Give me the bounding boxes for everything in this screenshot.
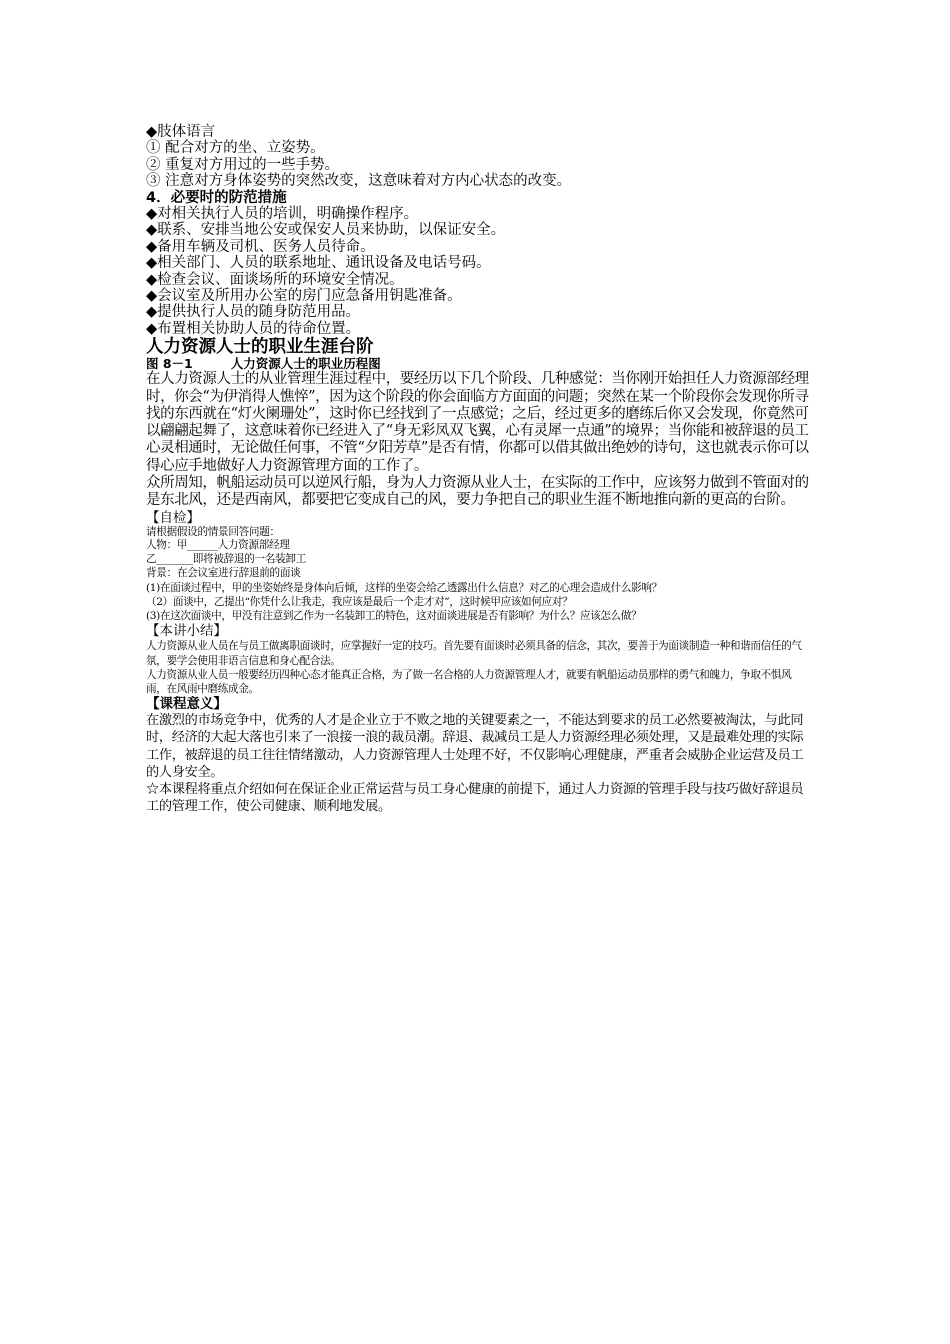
self-check-line-2: 人物：甲_____人力资源部经理 xyxy=(146,539,290,552)
precaution-item-4: ◆相关部门、人员的联系地址、通讯设备及电话号码。 xyxy=(146,255,491,272)
summary-paragraph-2: 人力资源从业人员一般要经历四种心态才能真正合格，为了做一名合格的人力资源管理人才，就要有帆船运动员那样的勇气和魄力，争取不惧风雨，在风雨中磨练成金。 xyxy=(146,668,792,696)
summary-paragraph-1: 人力资源从业人员在与员工做离职面谈时，应掌握好一定的技巧。首先要有面谈时必须具备的信念，其次，要善于为面谈制造一种和谐而信任的气氛，要学会使用非语言信息和身心配合法。 xyxy=(146,640,802,667)
career-paragraph-1: 在人力资源人士的从业管理生涯过程中，要经历以下几个阶段、几种感觉：当你刚开始担任人力资源部经理时，你会“为伊消得人憔悴”，因为这个阶段的你会面临方方面面的问题；突然在某一个阶段你会发现你所寻找的东西就在“灯火阑珊处”，这时你已经找到了一点感觉；之后，经过更多的磨练后你又会发现，你竟然可以翩翩起舞了，这意味着你已经进入了“身无彩凤双飞翼，心有灵犀一点通”的境界；当你能和被辞退的员工心灵相通时，无论做任何事，不管“夕阳芳草”是否有情，你都可以借其做出绝妙的诗句，这也就表示你可以得心应手地做好人力资源管理方面的工作了。 xyxy=(146,371,809,474)
precaution-item-1: ◆对相关执行人员的培训，明确操作程序。 xyxy=(146,206,419,223)
body-language-item-3: ③ 注意对方身体姿势的突然改变，这意味着对方内心状态的改变。 xyxy=(146,173,572,190)
figure-caption-line xyxy=(146,357,809,371)
figure-number: 图 8－1 xyxy=(146,356,193,372)
self-check-question-2: （2）面谈中，乙提出“你凭什么让我走，我应该是最后一个走才对”，这时候甲应该如何应对？ xyxy=(146,596,573,609)
career-paragraph-2: 众所周知，帆船运动员可以逆风行船，身为人力资源从业人士，在实际的工作中，应该努力做到不管面对的是东北风，还是西南风，都要把它变成自己的风，要力争把自己的职业生涯不断地推向新的更高的台阶。 xyxy=(146,475,809,509)
document-page xyxy=(146,124,809,815)
self-check-line-3: 乙______即将被辞退的一名装卸工 xyxy=(146,553,306,566)
course-meaning-paragraph-2: ☆本课程将重点介绍如何在保证企业正常运营与员工身心健康的前提下，通过人力资源的管理手段与技巧做好辞退员工的管理工作，使公司健康、顺利地发展。 xyxy=(146,782,804,815)
self-check-question-3: (3)在这次面谈中，甲没有注意到乙作为一名装卸工的特色，这对面谈进展是否有影响？为什么？应该怎么做？ xyxy=(146,610,642,623)
self-check-heading: 【自检】 xyxy=(146,509,200,526)
self-check-line-1: 请根据假设的情景回答问题： xyxy=(146,525,280,538)
body-language-title: ◆肢体语言 xyxy=(146,124,216,140)
precaution-item-3: ◆备用车辆及司机、医务人员待命。 xyxy=(146,238,375,255)
precaution-item-2: ◆联系、安排当地公安或保安人员来协助，以保证安全。 xyxy=(146,222,506,239)
summary-heading: 【本讲小结】 xyxy=(146,623,227,640)
self-check-question-1: (1)在面谈过程中，甲的坐姿始终是身体向后倾，这样的坐姿会给乙透露出什么信息？对乙的心理会造成什么影响？ xyxy=(146,581,662,594)
precaution-item-8: ◆布置相关协助人员的待命位置。 xyxy=(146,320,361,337)
figure-caption: 人力资源人士的职业历程图 xyxy=(230,356,381,372)
precaution-item-6: ◆会议室及所用办公室的房门应急备用钥匙准备。 xyxy=(146,288,462,305)
body-language-item-1: ① 配合对方的坐、立姿势。 xyxy=(146,140,325,157)
precaution-item-5: ◆检查会议、面谈场所的环境安全情况。 xyxy=(146,271,404,288)
career-title: 人力资源人士的职业生涯台阶 xyxy=(146,337,374,358)
course-meaning-paragraph-1: 在激烈的市场竞争中，优秀的人才是企业立于不败之地的关键要素之一，不能达到要求的员工必然要被淘汰，与此同时，经济的大起大落也引来了一浪接一浪的裁员潮。辞退、裁减员工是人力资源经理必须处理，又是最难处理的实际工作，被辞退的员工往往情绪激动，人力资源管理人士处理不好，不仅影响心理健康，严重者会威胁企业运营及员工的人身安全。 xyxy=(146,713,804,780)
precaution-item-7: ◆提供执行人员的随身防范用品。 xyxy=(146,304,361,321)
precautions-heading: 4．必要时的防范措施 xyxy=(146,189,287,206)
course-meaning-heading: 【课程意义】 xyxy=(146,696,227,713)
body-language-item-2: ② 重复对方用过的一些手势。 xyxy=(146,156,340,173)
self-check-line-4: 背景：在会议室进行辞退前的面谈 xyxy=(146,567,301,580)
